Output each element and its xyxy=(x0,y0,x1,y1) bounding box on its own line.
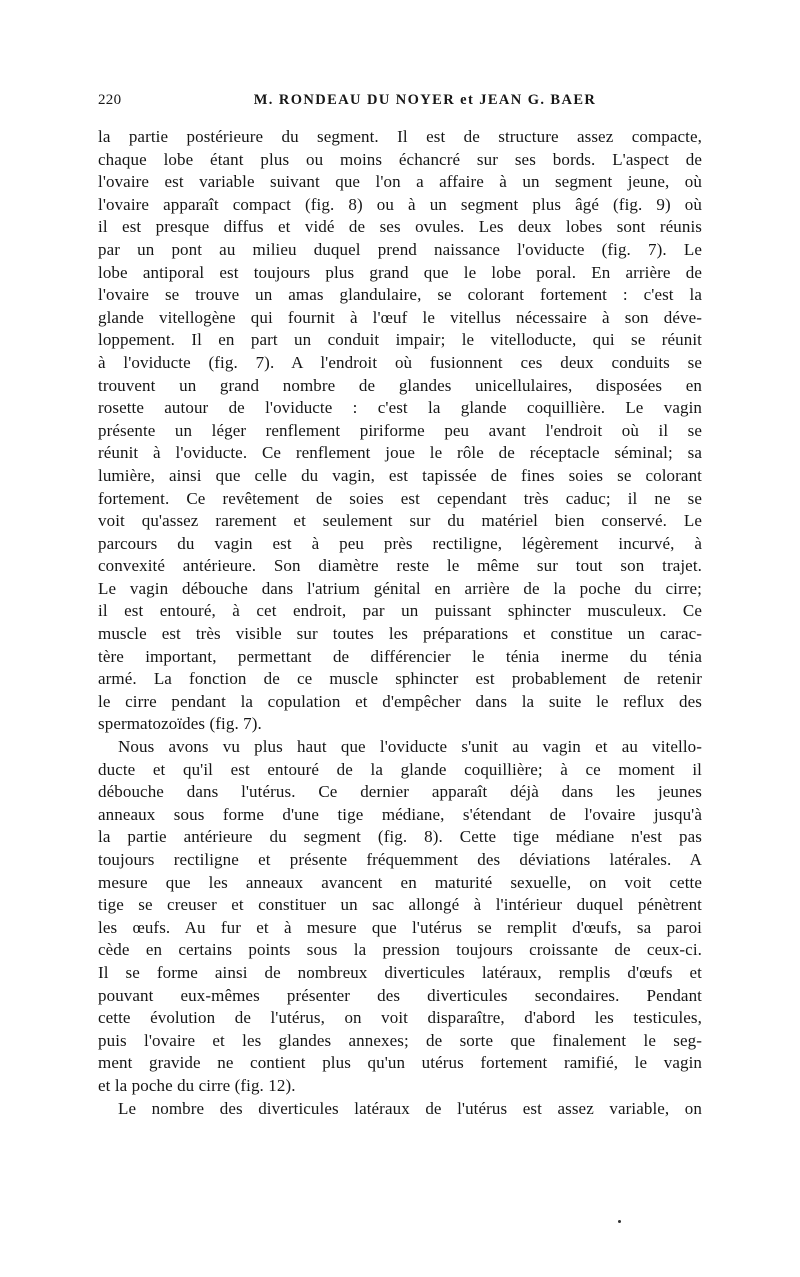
text-line: tère important, permettant de différencier le ténia inerme du ténia xyxy=(98,646,702,666)
text-line: tige se creuser et constituer un sac allongé à l'intérieur duquel pénètrent xyxy=(98,895,702,915)
paragraph-first-line: Le nombre des diverticules latéraux de l'utérus est assez variable, on xyxy=(118,1098,702,1118)
text-line: cède en certains points sous la pression toujours croissante de ceux-ci. xyxy=(98,940,702,960)
text-line: et la poche du cirre (fig. 12). xyxy=(98,1075,296,1095)
text-line: la partie postérieure du segment. Il est de structure assez compacte, xyxy=(98,127,702,146)
text-line: glande vitellogène qui fournit à l'œuf le vitellus nécessaire à son déve- xyxy=(98,307,702,327)
text-line: spermatozoïdes (fig. 7). xyxy=(98,714,262,734)
text-line: cette évolution de l'utérus, on voit disparaître, d'abord les testicules, xyxy=(98,1008,702,1028)
text-line: anneaux sous forme d'une tige médiane, s'étendant de l'ovaire jusqu'à xyxy=(98,804,702,824)
body-text xyxy=(98,126,702,1120)
text-line: mesure que les anneaux avancent en maturité sexuelle, on voit cette xyxy=(98,872,702,892)
text-line: loppement. Il en part un conduit impair; le vitelloducte, qui se réunit xyxy=(98,330,702,350)
text-line: ment gravide ne contient plus qu'un utérus fortement ramifié, le vagin xyxy=(98,1053,702,1073)
text-line: la partie antérieure du segment (fig. 8). Cette tige médiane n'est pas xyxy=(98,827,702,847)
text-line: Le vagin débouche dans l'atrium génital en arrière de la poche du cirre; xyxy=(98,578,702,598)
text-line: les œufs. Au fur et à mesure que l'utérus se remplit d'œufs, sa paroi xyxy=(98,917,702,937)
text-line: réunit à l'oviducte. Ce renflement joue le rôle de réceptacle séminal; sa xyxy=(98,443,702,463)
text-line: le cirre pendant la copulation et d'empêcher dans la suite le reflux des xyxy=(98,691,702,711)
text-line: pouvant eux-mêmes présenter des diverticules secondaires. Pendant xyxy=(98,985,702,1005)
text-line: toujours rectiligne et présente fréquemment des déviations latérales. A xyxy=(98,850,702,869)
page-number: 220 xyxy=(98,92,122,108)
text-line: l'ovaire se trouve un amas glandulaire, se colorant fortement : c'est la xyxy=(98,285,702,305)
running-head xyxy=(98,92,702,114)
text-line: rosette autour de l'oviducte : c'est la glande coquillière. Le vagin xyxy=(98,398,702,418)
paragraph-first-line: Nous avons vu plus haut que l'oviducte s'unit au vagin et au vitello- xyxy=(118,737,702,757)
text-line: lobe antiporal est toujours plus grand que le lobe poral. En arrière de xyxy=(98,262,702,282)
text-line: trouvent un grand nombre de glandes unicellulaires, disposées en xyxy=(98,375,702,395)
running-title: M. RONDEAU DU NOYER et JEAN G. BAER xyxy=(253,92,597,108)
text-line: voit qu'assez rarement et seulement sur du matériel bien conservé. Le xyxy=(98,511,702,531)
text-line: il est presque diffus et vidé de ses ovules. Les deux lobes sont réunis xyxy=(98,217,702,237)
text-line: muscle est très visible sur toutes les préparations et constitue un carac- xyxy=(98,624,702,644)
print-speck xyxy=(618,1220,621,1223)
text-line: fortement. Ce revêtement de soies est cependant très caduc; il ne se xyxy=(98,488,702,508)
text-line: Il se forme ainsi de nombreux diverticules latéraux, remplis d'œufs et xyxy=(98,962,702,982)
text-line: par un pont au milieu duquel prend naissance l'oviducte (fig. 7). Le xyxy=(98,239,702,259)
text-line: l'ovaire apparaît compact (fig. 8) ou à un segment plus âgé (fig. 9) où xyxy=(98,194,702,214)
text-line: présente un léger renflement piriforme peu avant l'endroit où il se xyxy=(98,420,702,440)
text-line: parcours du vagin est à peu près rectiligne, légèrement incurvé, à xyxy=(98,533,702,553)
text-line: il est entouré, à cet endroit, par un puissant sphincter musculeux. Ce xyxy=(98,601,702,621)
text-line: à l'oviducte (fig. 7). A l'endroit où fusionnent ces deux conduits se xyxy=(98,352,702,372)
text-line: débouche dans l'utérus. Ce dernier apparaît déjà dans les jeunes xyxy=(98,782,702,802)
text-line: chaque lobe étant plus ou moins échancré sur ses bords. L'aspect de xyxy=(98,149,702,169)
text-line: convexité antérieure. Son diamètre reste le même sur tout son trajet. xyxy=(98,556,702,576)
text-line: puis l'ovaire et les glandes annexes; de sorte que finalement le seg- xyxy=(98,1030,702,1050)
text-line: armé. La fonction de ce muscle sphincter est probablement de retenir xyxy=(98,669,702,689)
text-line: l'ovaire est variable suivant que l'on a affaire à un segment jeune, où xyxy=(98,172,702,192)
text-line: ducte et qu'il est entouré de la glande coquillière; à ce moment il xyxy=(98,759,702,779)
text-line: lumière, ainsi que celle du vagin, est tapissée de fines soies se colorant xyxy=(98,465,702,485)
